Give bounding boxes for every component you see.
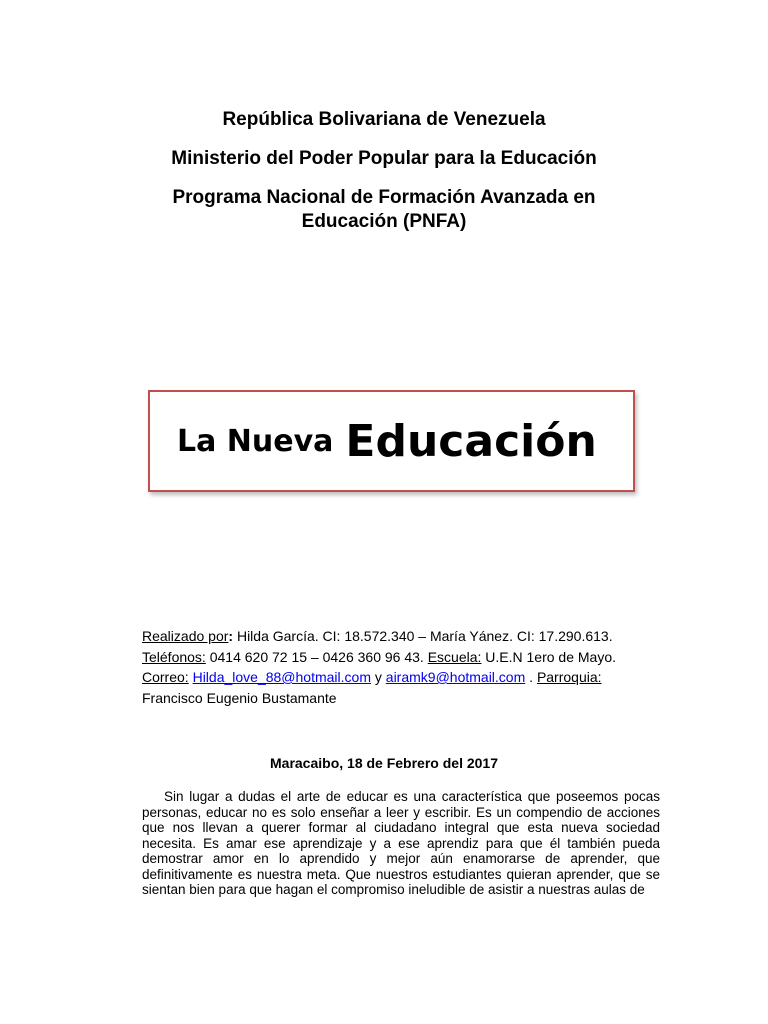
escuela-value: U.E.N 1ero de Mayo. <box>481 648 617 665</box>
escuela-label: Escuela: <box>427 648 482 665</box>
title-part2: Educación <box>345 415 597 467</box>
title-box <box>148 390 635 492</box>
telefonos-value: 0414 620 72 15 – 0426 360 96 43. <box>205 648 428 665</box>
realizado-line <box>142 626 662 647</box>
parroquia-label: Parroquia: <box>536 669 602 685</box>
realizado-colon: : <box>228 628 234 644</box>
telefonos-label: Teléfonos: <box>142 648 206 665</box>
correo-line <box>142 667 662 688</box>
email-link-1[interactable]: Hilda_love_88@hotmail.com <box>192 669 371 685</box>
email-separator: y <box>371 669 386 685</box>
document-date: Maracaibo, 18 de Febrero del 2017 <box>270 755 498 771</box>
parroquia-value: Francisco Eugenio Bustamante <box>142 689 337 706</box>
document-header <box>0 108 768 234</box>
header-program-line2: Educación (PNFA) <box>301 211 467 232</box>
header-country: República Bolivariana de Venezuela <box>222 109 546 130</box>
telefonos-line <box>142 647 662 668</box>
email-link-2[interactable]: airamk9@hotmail.com <box>385 669 526 685</box>
author-info <box>142 626 662 708</box>
realizado-value: Hilda García. CI: 18.572.340 – María Yánez. CI: 17.290.613. <box>233 628 613 644</box>
email-dot: . <box>525 669 537 685</box>
title-part1: La Nueva <box>177 423 334 459</box>
header-program-line1: Programa Nacional de Formación Avanzada en <box>172 187 596 208</box>
realizado-label: Realizado por <box>142 628 229 644</box>
header-ministry: Ministerio del Poder Popular para la Educación <box>171 148 597 169</box>
correo-label: Correo: <box>142 669 189 685</box>
body-paragraph: Sin lugar a dudas el arte de educar es una característica que poseemos pocas personas, educar no es solo enseñar a leer y escribir. Es un compendio de acciones que nos llevan a querer formar al ciudadano integral que esta nueva sociedad necesita. Es amar ese aprendizaje y a ese aprendiz para que él también pueda demostrar amor en lo aprendido y mejor aún enamorarse de aprender, que definitivamente es nuestra meta. Que nuestros estudiantes quieran aprender, que se sientan bien para que hagan el compromiso ineludible de asistir a nuestras aulas de <box>142 789 660 897</box>
